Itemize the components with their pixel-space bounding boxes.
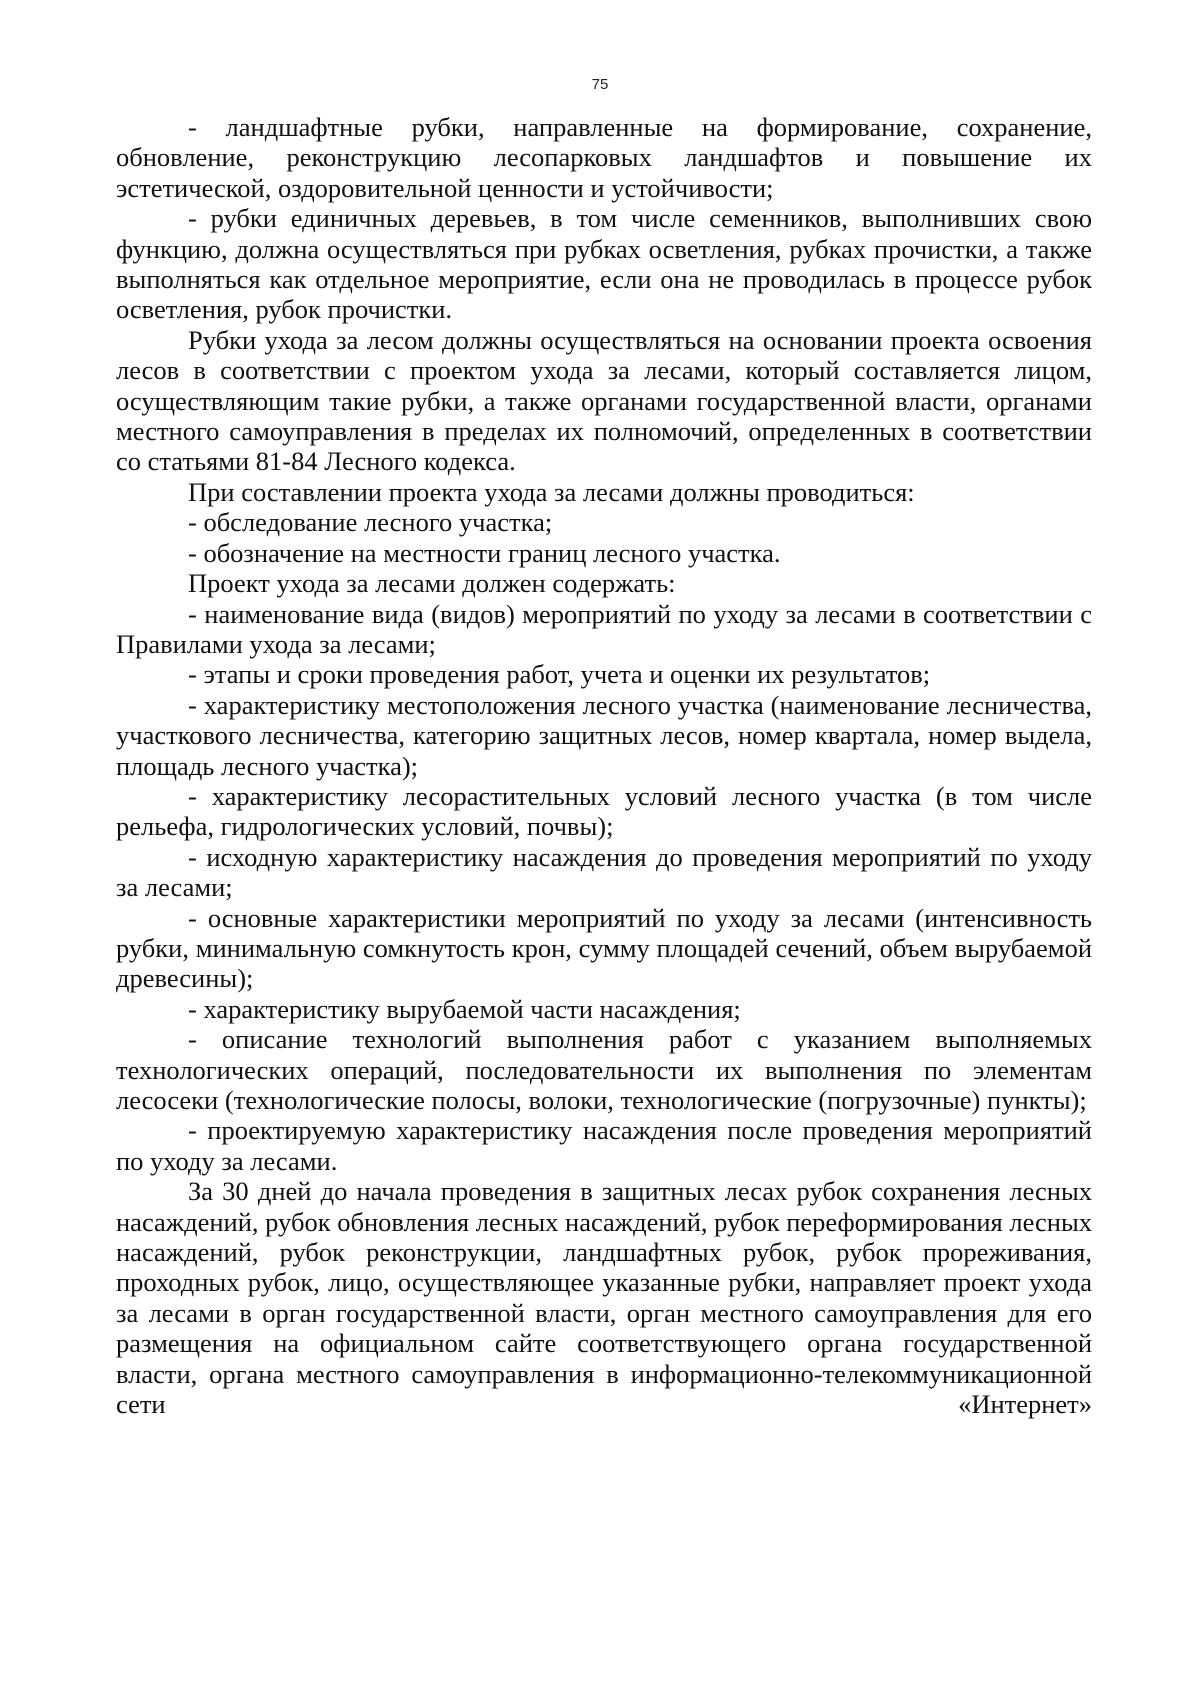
paragraph: - наименование вида (видов) мероприятий по уходу за лесами в соответствии с Правилами ухода за лесами; [116, 598, 1092, 659]
paragraph: - этапы и сроки проведения работ, учета и оценки их результатов; [188, 659, 931, 690]
paragraph: - исходную характеристику насаждения до проведения мероприятий по уходу за лесами; [116, 841, 1092, 903]
document-body [116, 112, 1092, 1419]
paragraph: - обследование лесного участка; [188, 507, 553, 538]
paragraph: - основные характеристики мероприятий по уходу за лесами (интенсивность рубки, минимальную сомкнутость крон, сумму площадей сечений, объем вырубаемой древесины); [116, 902, 1092, 994]
paragraph: - обозначение на местности границ лесного участка. [188, 537, 781, 568]
paragraph: За 30 дней до начала проведения в защитных лесах рубок сохранения лесных насаждений, рубок обновления лесных насаждений, рубок переформирования лесных насаждений, рубок реконструкции, ландшафтных рубок, рубок прореживания, проходных рубок, лицо, осуществляющее указанные рубки, направляет проект ухода за лесами в орган государственной власти, орган местного самоуправления для его размещения на официальном сайте соответствующего органа государственной власти, органа местного самоуправления в информационно-телекоммуникационной сети «Интернет» [116, 1176, 1092, 1420]
paragraph: - ландшафтные рубки, направленные на формирование, сохранение, обновление, реконструкцию лесопарковых ландшафтов и повышение их эстетической, оздоровительной ценности и устойчивости; [116, 112, 1092, 203]
paragraph: При составлении проекта ухода за лесами должны проводиться: [188, 476, 915, 507]
paragraph: - характеристику вырубаемой части насаждения; [188, 993, 741, 1024]
paragraph: - рубки единичных деревьев, в том числе семенников, выполнивших свою функцию, должна осуществляться при рубках осветления, рубках прочистки, а также выполняться как отдельное мероприятие, если она не проводилась в процессе рубок осветления, рубок прочистки. [116, 203, 1092, 325]
paragraph: Проект ухода за лесами должен содержать: [188, 568, 676, 599]
paragraph: - проектируемую характеристику насаждения после проведения мероприятий по уходу за лесами. [116, 1115, 1092, 1176]
paragraph: Рубки ухода за лесом должны осуществляться на основании проекта освоения лесов в соответствии с проектом ухода за лесами, который составляется лицом, осуществляющим такие рубки, а также органами государственной власти, органами местного самоуправления в пределах их полномочий, определенных в соответствии со статьями 81-84 Лесного кодекса. [116, 324, 1092, 477]
paragraph: - характеристику местоположения лесного участка (наименование лесничества, участкового лесничества, категорию защитных лесов, номер квартала, номер выдела, площадь лесного участка); [116, 689, 1092, 781]
paragraph: - характеристику лесорастительных условий лесного участка (в том числе рельефа, гидрологических условий, почвы); [116, 780, 1092, 842]
paragraph: - описание технологий выполнения работ с указанием выполняемых технологических операций, последовательности их выполнения по элементам лесосеки (технологические полосы, волоки, технологические (погрузочные) пункты); [116, 1024, 1092, 1115]
page-number: 75 [591, 76, 609, 93]
